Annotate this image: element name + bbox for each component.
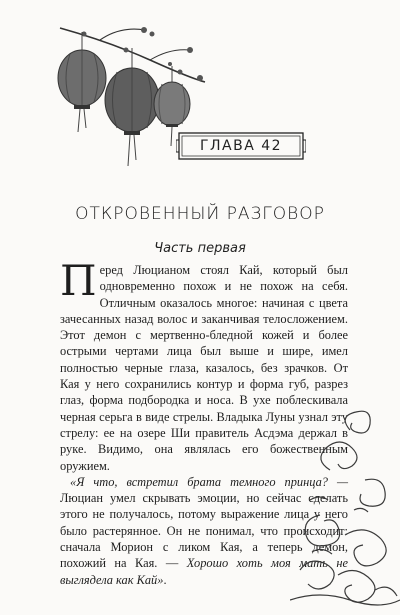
cloud-ornament-icon [290, 400, 400, 615]
paragraph-2-end: . [163, 572, 167, 587]
drop-cap: П [60, 256, 97, 305]
chapter-label-box [176, 130, 306, 162]
part-title: Часть первая [154, 241, 246, 256]
chapter-title: ОТКРОВЕННЫЙ РАЗГОВОР [75, 204, 325, 224]
paragraph-1-text: еред Люцианом стоял Кай, который был одновременно похож и не похож на себя. Отличным оказалось многое: начиная с цвета зачесанных назад волос и заканчивая телосложением. Этот демон с мертвенно-бледной кожей и более острыми чертами лица был выше и шире, имел полностью черные глаза, казалось, без зрачков. От Кая у него сохранились контур и форма губ, разрез глаз, форма подбородка и носа. В ухе поблескивала черная серьга в виде стрелы. Владыка Луны узнал эту стрелу: ее на озере Ши правитель Асдэма держал в руке. Видимо, она являлась его божественным оружием. [60, 263, 348, 473]
chapter-number: ГЛАВА 42 [199, 138, 283, 154]
inner-thought-2: Хорошо хоть моя мать не выглядела как Кай» [60, 556, 348, 587]
inner-thought-1: «Я что, встретил брата темного принца? — [70, 474, 348, 489]
paragraph-2-text: Люциан умел скрывать эмоции, но сейчас сделать этого не получалось, потому выражение лица у него было растерянное. Он не понимал, что происходит: сначала Морион с ликом Кая, а теперь демон, похожий на Кая. — [60, 491, 348, 571]
